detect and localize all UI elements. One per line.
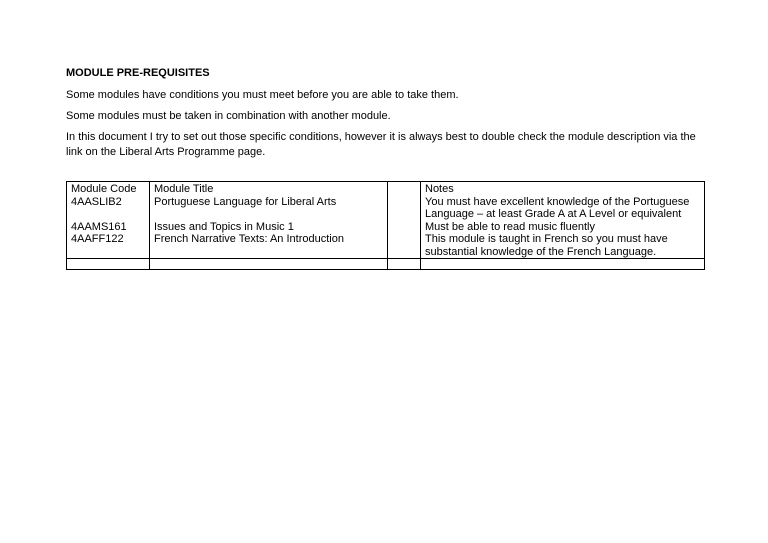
paragraph-line: link on the Liberal Arts Programme page. — [66, 146, 266, 158]
document-heading: MODULE PRE-REQUISITES — [66, 67, 210, 79]
notes-cell: substantial knowledge of the French Language. — [425, 245, 657, 258]
column-header-code: Module Code — [71, 183, 137, 195]
module-title-cell: French Narrative Texts: An Introduction — [154, 233, 344, 245]
module-title-cell: Issues and Topics in Music 1 — [154, 220, 294, 233]
paragraph-line: In this document I try to set out those specific conditions, however it is always best to double check the module description via the — [66, 131, 696, 143]
empty-cell — [150, 259, 388, 270]
empty-cell — [67, 259, 150, 270]
paragraph-conditions: Some modules have conditions you must meet before you are able to take them. — [66, 89, 459, 101]
empty-column — [388, 182, 421, 259]
column-header-notes: Notes — [425, 183, 454, 195]
empty-cell — [388, 259, 421, 270]
module-title-cell: Portuguese Language for Liberal Arts — [154, 195, 337, 208]
module-code-cell: 4AAFF122 — [71, 233, 124, 245]
notes-cell: Language – at least Grade A at A Level or equivalent — [425, 208, 682, 220]
notes-cell: Must be able to read music fluently — [425, 220, 595, 233]
module-code-column — [67, 182, 150, 259]
prerequisites-table — [66, 181, 705, 270]
notes-cell: This module is taught in French so you must have — [425, 233, 668, 245]
module-code-cell: 4AASLIB2 — [71, 195, 122, 208]
paragraph-combination: Some modules must be taken in combination with another module. — [66, 110, 391, 122]
table-row — [67, 182, 705, 259]
empty-cell — [421, 259, 705, 270]
module-title-column — [150, 182, 388, 259]
module-code-cell: 4AAMS161 — [71, 220, 127, 233]
column-header-title: Module Title — [154, 183, 214, 195]
paragraph-check-description — [66, 130, 706, 160]
table-row-empty — [67, 259, 705, 270]
notes-cell: You must have excellent knowledge of the Portuguese — [425, 195, 690, 208]
notes-column — [421, 182, 705, 259]
